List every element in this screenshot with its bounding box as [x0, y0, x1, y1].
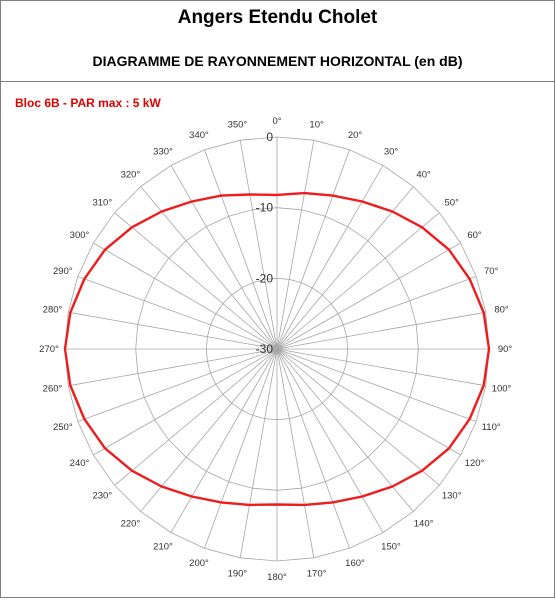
angle-tick-label: 170°	[306, 568, 327, 580]
angle-tick-label: 60°	[467, 230, 482, 241]
angle-tick-label: 300°	[69, 230, 90, 241]
angle-tick-label: 90°	[497, 344, 513, 355]
angle-tick-label: 120°	[464, 458, 485, 469]
angle-tick-label: 350°	[227, 119, 248, 131]
angle-tick-label: 230°	[92, 490, 113, 502]
angle-tick-label: 320°	[120, 169, 141, 181]
angle-tick-label: 270°	[39, 344, 59, 355]
radial-tick-label: -30	[255, 342, 273, 356]
grid-spoke	[205, 150, 278, 349]
angle-tick-label: 80°	[494, 304, 509, 316]
angle-tick-label: 70°	[484, 266, 499, 277]
angle-tick-label: 280°	[42, 304, 63, 316]
grid-spoke	[277, 150, 350, 349]
angle-tick-label: 110°	[481, 422, 501, 433]
radial-tick-label: -10	[255, 200, 273, 215]
grid-spoke	[78, 349, 277, 422]
angle-tick-label: 210°	[153, 541, 173, 553]
angle-tick-label: 310°	[92, 197, 113, 209]
grid-spoke	[277, 213, 439, 349]
grid-spoke	[205, 349, 278, 548]
angle-tick-label: 30°	[383, 146, 399, 158]
radial-tick-label: 0	[266, 130, 273, 144]
grid-spoke	[277, 277, 476, 350]
angle-tick-label: 180°	[267, 572, 287, 583]
polar-plot	[1, 1, 554, 597]
grid-spoke	[115, 213, 277, 349]
angle-tick-label: 290°	[52, 266, 73, 277]
angle-tick-label: 10°	[309, 119, 324, 131]
angle-tick-label: 100°	[491, 383, 512, 395]
angle-tick-label: 250°	[52, 422, 73, 433]
angle-tick-label: 130°	[441, 490, 462, 502]
angle-tick-label: 40°	[416, 169, 431, 181]
angle-tick-label: 330°	[153, 146, 173, 158]
angle-tick-label: 20°	[347, 129, 363, 141]
angle-tick-label: 0°	[272, 116, 282, 127]
angle-tick-label: 150°	[381, 541, 401, 553]
angle-tick-label: 160°	[345, 558, 365, 570]
angle-tick-label: 340°	[189, 129, 209, 141]
chart-subtitle: DIAGRAMME DE RAYONNEMENT HORIZONTAL (en dB)	[92, 53, 463, 69]
angle-tick-label: 50°	[444, 197, 459, 209]
angle-tick-label: 140°	[413, 518, 434, 530]
chart-title: Angers Etendu Cholet	[177, 7, 378, 28]
angle-tick-label: 260°	[42, 383, 63, 395]
angle-tick-label: 220°	[120, 518, 141, 530]
grid-spoke	[115, 349, 277, 485]
radial-tick-label: -20	[255, 271, 273, 286]
angle-tick-label: 200°	[189, 558, 209, 570]
grid-spoke	[277, 349, 476, 422]
angle-tick-label: 190°	[227, 568, 248, 580]
series-label: Bloc 6B - PAR max : 5 kW	[15, 96, 161, 110]
angle-tick-label: 240°	[69, 458, 90, 469]
grid-spoke	[277, 349, 439, 485]
grid-spoke	[277, 349, 350, 548]
grid-spoke	[78, 277, 277, 350]
